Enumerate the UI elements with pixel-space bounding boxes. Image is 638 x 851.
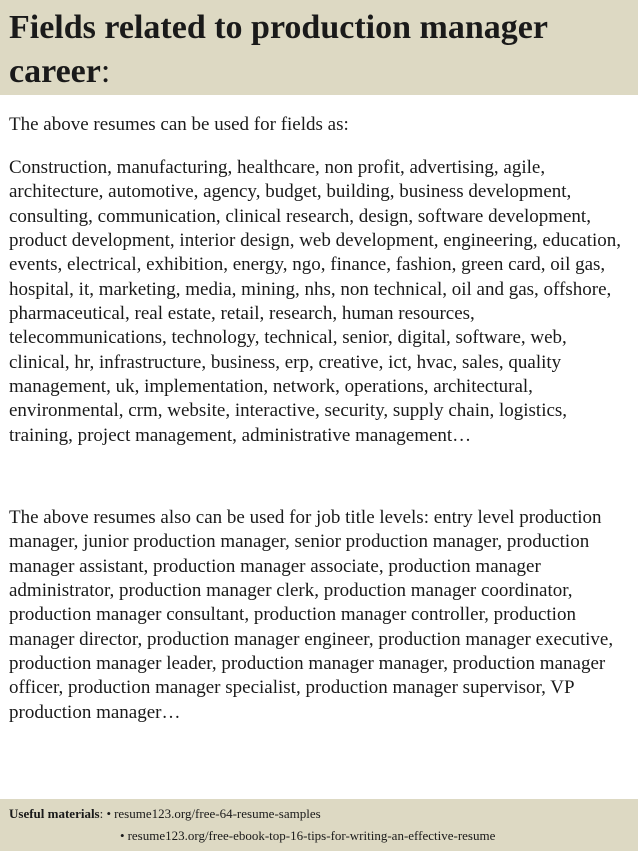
footer-link-1[interactable]: resume123.org/free-64-resume-samples [114,806,321,821]
footer-row-2 [120,827,495,844]
page-title-colon: : [100,53,111,90]
page-title-text: Fields related to production manager career [9,9,548,90]
useful-materials-label: Useful materials [9,806,100,821]
job-levels-paragraph: The above resumes also can be used for job title levels: entry level production manager, junior production manager, senior production manager, production manager assistant, production manager associate, production manager administrator, production manager clerk, production manager coordinator, production manager consultant, production manager controller, production manager director, production manager engineer, production manager executive, production manager leader, production manager manager, production manager officer, production manager specialist, production manager supervisor, VP production manager… [9,507,614,723]
fields-paragraph: Construction, manufacturing, healthcare, non profit, advertising, agile, architecture, automotive, agency, budget, building, business development, consulting, communication, clinical research, design, software development, product development, interior design, web development, engineering, education, events, electrical, exhibition, energy, ngo, finance, fashion, green card, oil gas, hospital, it, marketing, media, mining, nhs, non technical, oil and gas, offshore, pharmaceutical, real estate, retail, research, human resources, telecommunications, technology, technical, senior, digital, software, web, clinical, hr, infrastructure, business, erp, creative, ict, hvac, sales, quality management, uk, implementation, network, operations, architectural, environmental, crm, website, interactive, security, supply chain, logistics, training, project management, administrative management… [9,157,622,446]
footer-banner [0,799,638,851]
bullet-icon: • [106,806,112,821]
header-banner [0,0,638,95]
bullet-icon: • [120,828,125,843]
intro-text: The above resumes can be used for fields as: [9,114,349,135]
page-title [9,6,629,94]
useful-materials-colon: : [99,806,104,821]
footer-row-1 [9,805,321,822]
footer-link-2[interactable]: resume123.org/free-ebook-top-16-tips-for-writing-an-effective-resume [127,828,496,843]
